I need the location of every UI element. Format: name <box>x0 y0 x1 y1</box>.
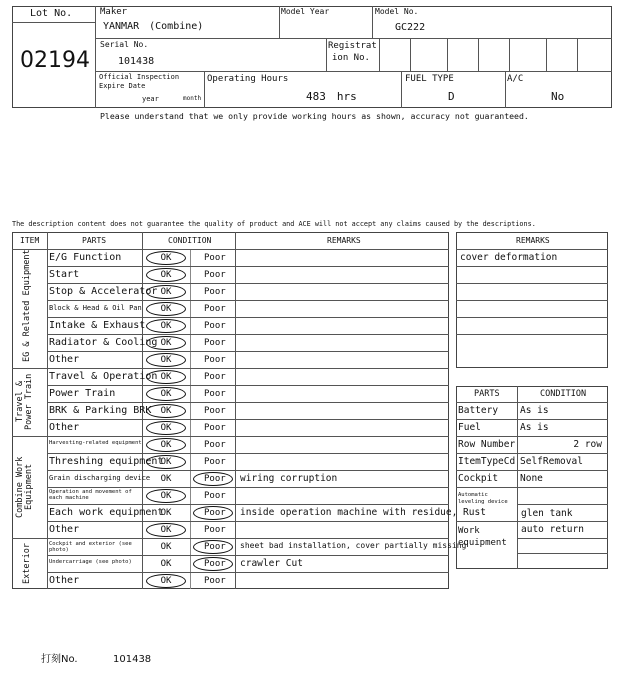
condition-poor: Poor <box>204 304 226 314</box>
year-label: year <box>142 95 159 103</box>
group-label-travel: Travel & Power Train <box>15 373 34 431</box>
condition-ok: OK <box>160 406 172 416</box>
part-label: Each work equipment <box>49 507 164 518</box>
condition-poor: Poor <box>204 372 226 382</box>
ac-value: No <box>551 90 565 103</box>
part-label: Undercarriage (see photo) <box>49 559 132 565</box>
ok-circle-mark <box>146 268 186 282</box>
condition-ok: OK <box>160 491 172 501</box>
inspection-label-2: Expire Date <box>99 82 146 90</box>
right-part-label: ItemTypeCd <box>458 456 516 467</box>
condition-ok: OK <box>160 525 172 535</box>
ok-circle-mark <box>146 353 186 367</box>
maker-value: YANMAR (Combine) <box>103 21 204 32</box>
part-label: Cockpit and exterior (see photo) <box>49 541 132 553</box>
divider <box>95 38 612 39</box>
condition-ok: OK <box>160 389 172 399</box>
part-label: Power Train <box>49 388 116 399</box>
divider <box>95 71 612 72</box>
divider <box>456 436 608 437</box>
part-label: Other <box>49 524 80 535</box>
condition-ok: OK <box>160 542 172 552</box>
work-row-2: auto return <box>521 524 584 535</box>
divider <box>447 38 448 71</box>
registration-label-2: ion No. <box>332 53 370 63</box>
lot-no-label: Lot No. <box>30 8 73 19</box>
condition-poor: Poor <box>204 474 226 484</box>
divider <box>517 504 608 505</box>
divider <box>517 386 518 569</box>
condition-ok: OK <box>160 338 172 348</box>
stamp-no-label: 打刻No. <box>41 654 78 665</box>
group-label-combine: Combine Work Equipment <box>15 456 34 518</box>
condition-poor: Poor <box>204 321 226 331</box>
condition-poor: Poor <box>204 338 226 348</box>
col-remarks-header: REMARKS <box>327 236 361 245</box>
condition-ok: OK <box>160 321 172 331</box>
divider <box>410 38 411 71</box>
ok-circle-mark <box>146 523 186 537</box>
part-label: Other <box>49 354 80 365</box>
remark-text: wiring corruption <box>240 473 338 484</box>
divider <box>577 38 578 71</box>
right-condition-value: As is <box>520 422 549 433</box>
part-label: Other <box>49 575 80 586</box>
part-label: Other <box>49 422 80 433</box>
right-remarks-header: REMARKS <box>516 236 550 245</box>
condition-poor: Poor <box>204 406 226 416</box>
fuel-type-value: D <box>448 90 455 103</box>
model-no-value: GC222 <box>395 22 426 33</box>
condition-poor: Poor <box>204 491 226 501</box>
serial-no-value: 101438 <box>118 56 155 67</box>
condition-ok: OK <box>160 287 172 297</box>
auto-level-label: Automatic leveling device <box>458 492 508 505</box>
divider <box>12 22 95 23</box>
condition-ok: OK <box>160 508 172 518</box>
col-condition-header: CONDITION <box>168 236 212 245</box>
right-condition-value: SelfRemoval <box>520 456 583 467</box>
divider <box>505 71 506 108</box>
month-label: month <box>183 95 202 102</box>
divider <box>379 38 380 71</box>
serial-no-label: Serial No. <box>100 40 149 49</box>
divider <box>401 71 402 108</box>
condition-poor: Poor <box>204 440 226 450</box>
right-col-parts-header: PARTS <box>474 389 500 399</box>
divider <box>456 300 608 301</box>
work-row-1: glen tank <box>521 508 573 519</box>
condition-ok: OK <box>160 440 172 450</box>
poor-circle-mark <box>193 540 233 554</box>
condition-ok: OK <box>160 304 172 314</box>
divider <box>517 553 608 554</box>
right-condition-value: As is <box>520 405 549 416</box>
ok-circle-mark <box>146 336 186 350</box>
part-label: Start <box>49 269 80 280</box>
ok-circle-mark <box>146 319 186 333</box>
group-label-eg: EG & Related Equipment <box>22 249 32 362</box>
right-col-condition-header: CONDITION <box>540 389 587 399</box>
ok-circle-mark <box>146 455 186 469</box>
divider <box>326 38 327 71</box>
maker-label: Maker <box>100 7 128 17</box>
right-part-label: Fuel <box>458 422 481 433</box>
divider <box>372 6 373 38</box>
work-equipment-label: Work equipment <box>458 526 507 548</box>
part-label: Radiator & Cooling <box>49 337 158 348</box>
ok-circle-mark <box>146 489 186 503</box>
ok-circle-mark <box>146 251 186 265</box>
poor-circle-mark <box>193 472 233 486</box>
ok-circle-mark <box>146 370 186 384</box>
condition-ok: OK <box>160 474 172 484</box>
ok-circle-mark <box>146 404 186 418</box>
part-label: E/G Function <box>49 252 122 263</box>
col-parts-header: PARTS <box>82 236 107 245</box>
condition-ok: OK <box>160 355 172 365</box>
divider <box>517 521 608 522</box>
part-label: BRK & Parking BRK <box>49 405 152 416</box>
condition-poor: Poor <box>204 559 226 569</box>
divider <box>456 419 608 420</box>
divider <box>95 6 96 108</box>
divider <box>456 402 608 403</box>
ok-circle-mark <box>146 387 186 401</box>
divider <box>517 538 608 539</box>
poor-circle-mark <box>193 506 233 520</box>
ok-circle-mark <box>146 421 186 435</box>
stamp-no-value: 101438 <box>113 654 152 665</box>
condition-ok: OK <box>160 576 172 586</box>
condition-poor: Poor <box>204 389 226 399</box>
remark-text: sheet bad installation, cover partially missing <box>240 541 467 550</box>
divider <box>478 38 479 71</box>
poor-circle-mark <box>193 557 233 571</box>
condition-poor: Poor <box>204 423 226 433</box>
part-label: Block & Head & Oil Pan <box>49 304 142 312</box>
col-item-header: ITEM <box>20 236 40 245</box>
part-label: Travel & Operation <box>49 371 158 382</box>
group-label-exterior: Exterior <box>22 543 32 585</box>
right-remark-text: cover deformation <box>460 252 558 263</box>
divider <box>546 38 547 71</box>
remark-text: inside operation machine with residue, Rust <box>240 507 486 518</box>
model-year-label: Model Year <box>281 7 330 16</box>
lot-no: 02194 <box>20 48 90 73</box>
condition-ok: OK <box>160 457 172 467</box>
divider <box>509 38 510 71</box>
right-part-label: Battery <box>458 405 499 416</box>
model-no-label: Model No. <box>375 7 419 16</box>
notice-text: Please understand that we only provide working hours as shown, accuracy not guaranteed. <box>100 111 529 121</box>
condition-poor: Poor <box>204 287 226 297</box>
remark-text: crawler Cut <box>240 558 303 569</box>
part-label: Harvesting-related equipment <box>49 440 142 446</box>
right-part-label: Row Number <box>458 439 516 450</box>
part-label: Stop & Accelerator <box>49 286 158 297</box>
ac-label: A/C <box>507 74 524 84</box>
divider <box>456 453 608 454</box>
operating-hours-label: Operating Hours <box>207 74 289 84</box>
divider <box>456 487 608 488</box>
part-label: Intake & Exhaust <box>49 320 146 331</box>
ok-circle-mark <box>146 302 186 316</box>
condition-poor: Poor <box>204 508 226 518</box>
condition-poor: Poor <box>204 525 226 535</box>
part-label: Threshing equipment <box>49 456 164 467</box>
inspection-label-1: Official Inspection <box>99 73 180 81</box>
ok-circle-mark <box>146 574 186 588</box>
condition-ok: OK <box>160 253 172 263</box>
registration-label-1: Registrat <box>328 41 377 51</box>
condition-poor: Poor <box>204 253 226 263</box>
condition-ok: OK <box>160 270 172 280</box>
divider <box>456 470 608 471</box>
ok-circle-mark <box>146 438 186 452</box>
divider <box>279 6 280 38</box>
divider <box>456 283 608 284</box>
operating-hours-value: 483 hrs <box>306 90 357 103</box>
condition-poor: Poor <box>204 457 226 467</box>
divider <box>456 249 608 250</box>
condition-poor: Poor <box>204 270 226 280</box>
divider <box>204 71 205 108</box>
part-label: Operation and movement of each machine <box>49 489 132 501</box>
divider <box>456 266 608 267</box>
right-condition-value: None <box>520 473 543 484</box>
right-part-label: Cockpit <box>458 473 499 484</box>
condition-ok: OK <box>160 559 172 569</box>
condition-ok: OK <box>160 372 172 382</box>
condition-ok: OK <box>160 423 172 433</box>
condition-poor: Poor <box>204 576 226 586</box>
divider <box>456 334 608 335</box>
condition-poor: Poor <box>204 355 226 365</box>
right-condition-value: 2 row <box>573 439 602 450</box>
divider <box>456 521 517 522</box>
part-label: Grain discharging device <box>49 474 151 482</box>
divider <box>456 317 608 318</box>
disclaimer-text: The description content does not guarantee the quality of product and ACE will not accept any claims caused by the descriptions. <box>12 220 536 228</box>
fuel-type-label: FUEL TYPE <box>405 74 454 84</box>
ok-circle-mark <box>146 285 186 299</box>
condition-poor: Poor <box>204 542 226 552</box>
